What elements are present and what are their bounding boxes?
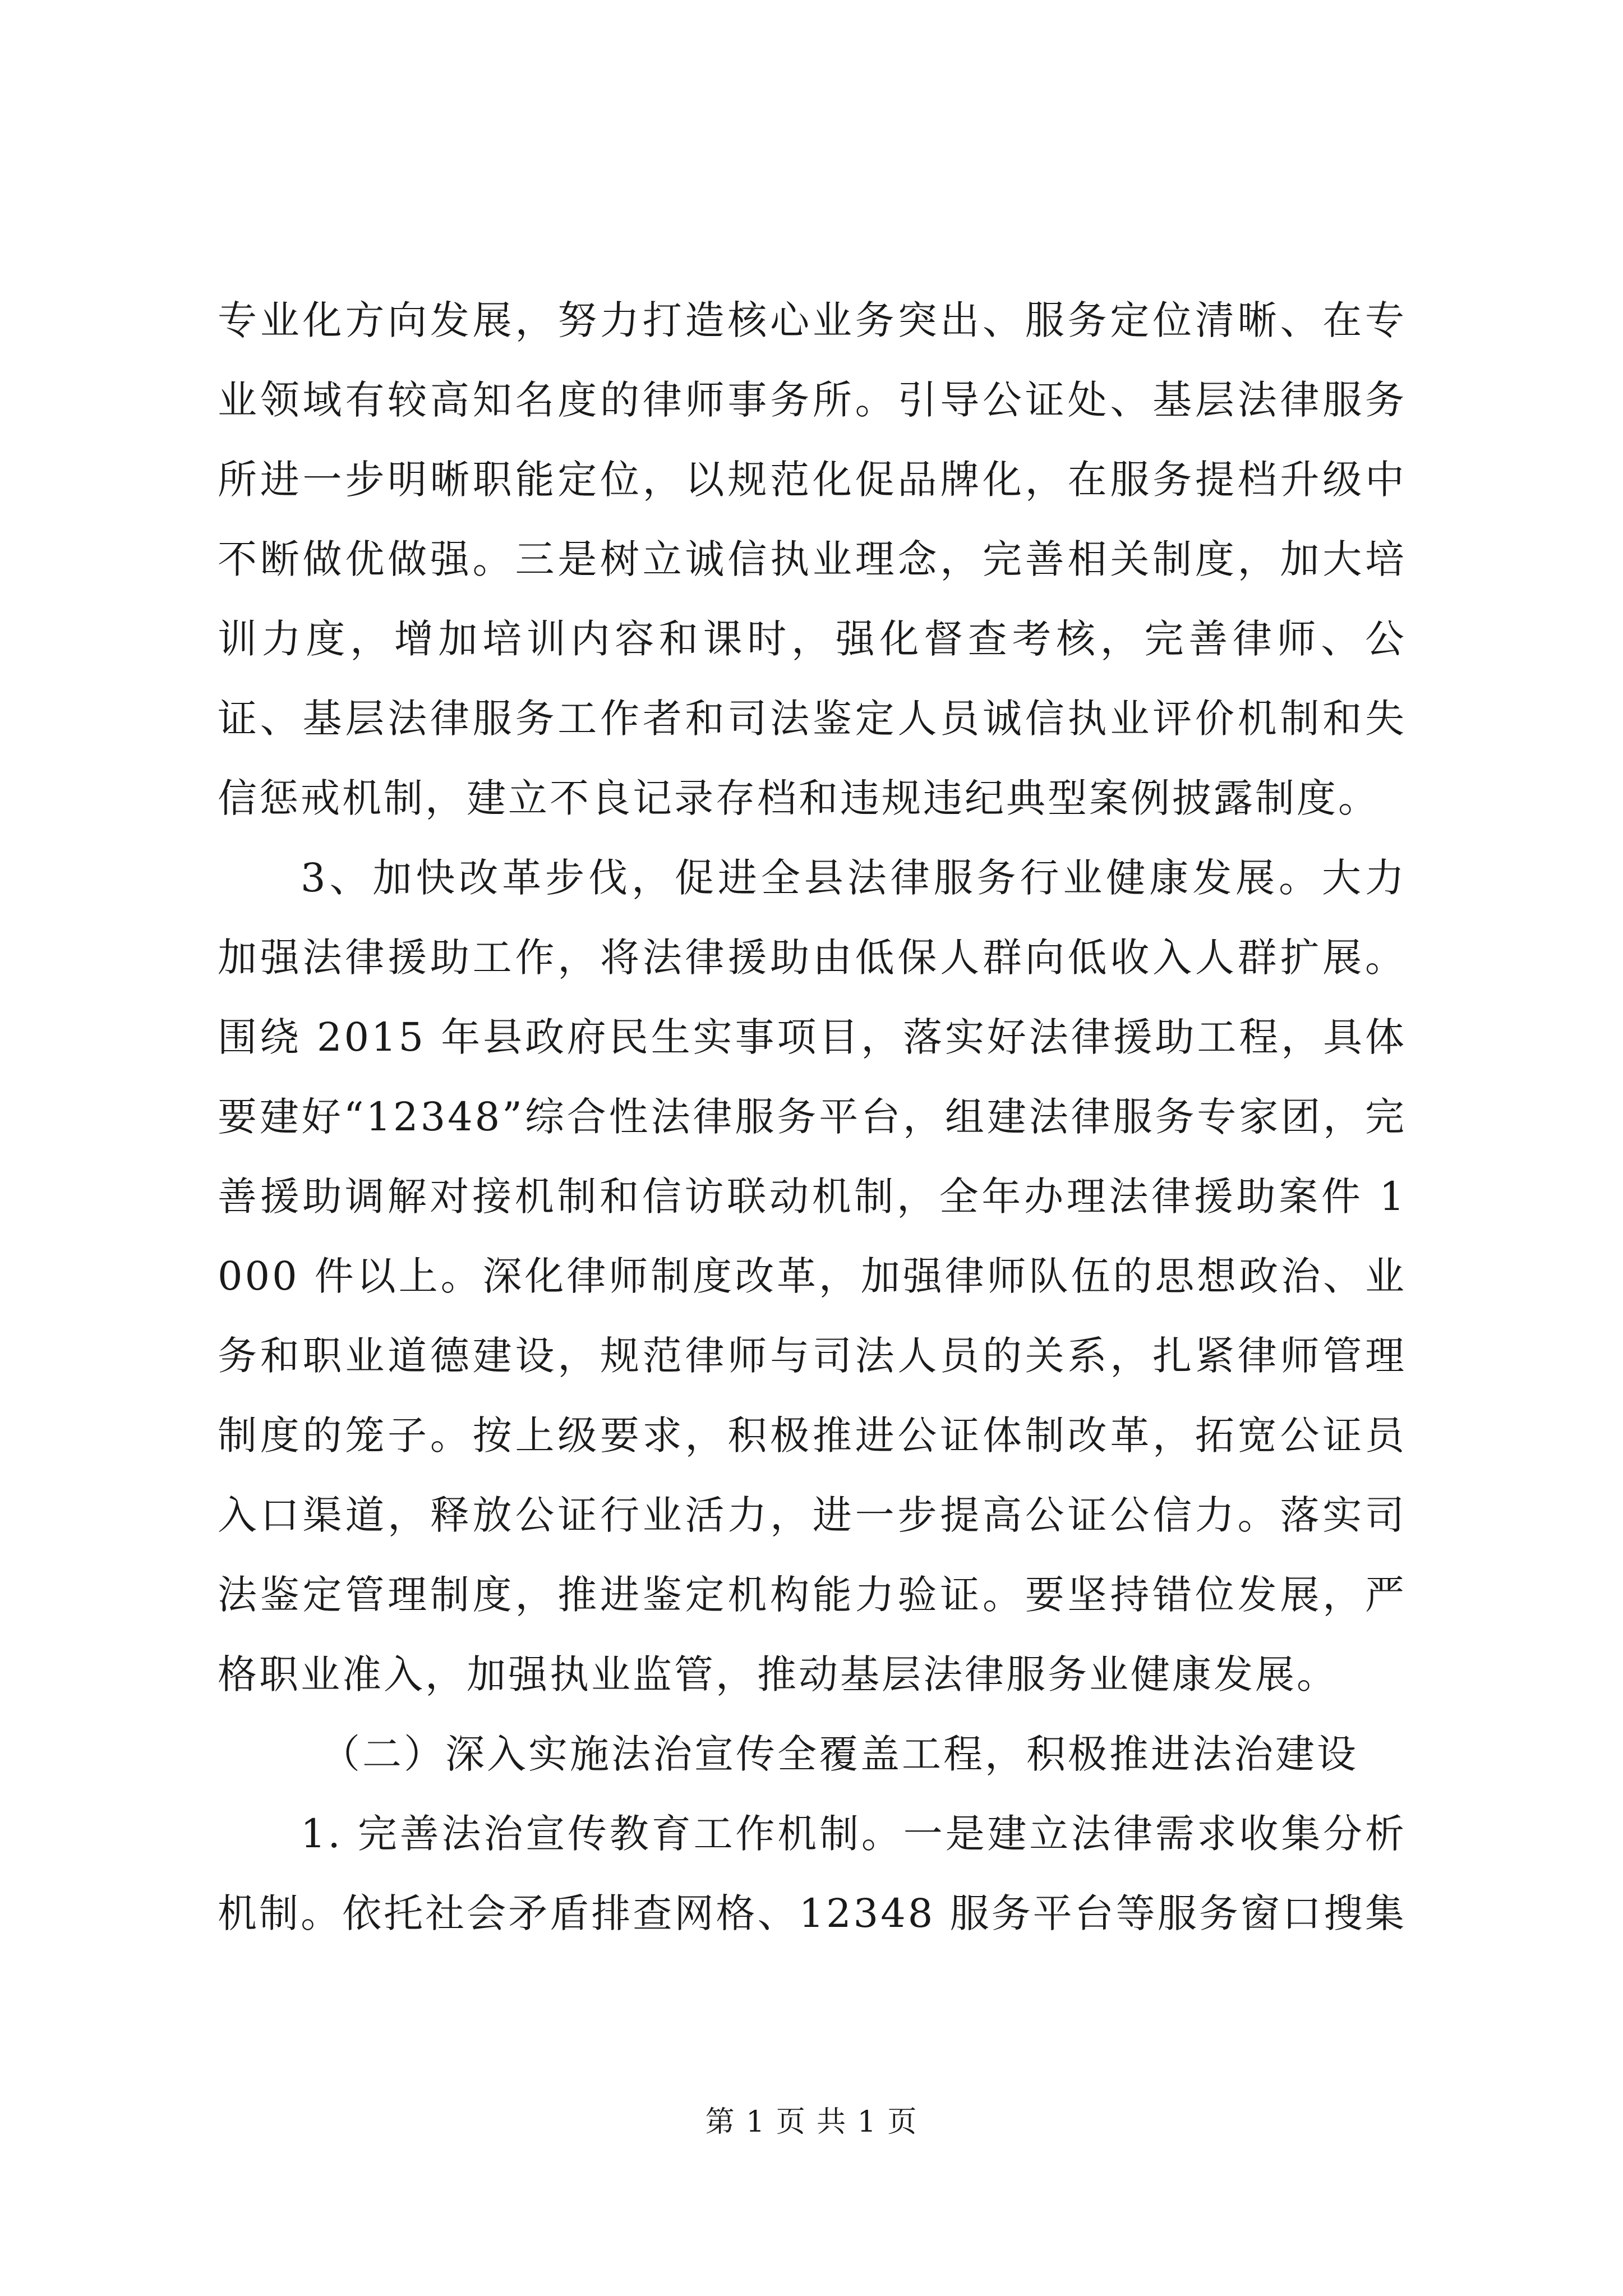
paragraph-continued: 专业化方向发展，努力打造核心业务突出、服务定位清晰、在专业领域有较高知名度的律师事务所。引导公证处、基层法律服务所进一步明晰职能定位，以规范化促品牌化，在服务提档升级中不断做优做强。三是树立诚信执业理念，完善相关制度，加大培训力度，增加培训内容和课时，强化督查考核，完善律师、公证、基层法律服务工作者和司法鉴定人员诚信执业评价机制和失信惩戒机制，建立不良记录存档和违规违纪典型案例披露制度。 bbox=[218, 297, 1407, 821]
section-heading: （二）深入实施法治宣传全覆盖工程，积极推进法治建设 bbox=[321, 1731, 1358, 1777]
page-footer: 第 1 页 共 1 页 bbox=[705, 2105, 918, 2139]
document-body bbox=[218, 280, 1407, 1953]
paragraph-mechanism: 1. 完善法治宣传教育工作机制。一是建立法律需求收集分析机制。依托社会矛盾排查网格、12348 服务平台等服务窗口搜集 bbox=[218, 1811, 1407, 1936]
paragraph-reform: 3、加快改革步伐，促进全县法律服务行业健康发展。大力加强法律援助工作，将法律援助由低保人群向低收入人群扩展。围绕 2015 年县政府民生实事项目，落实好法律援助工程，具体要建好“12348”综合性法律服务平台，组建法律服务专家团，完善援助调解对接机制和信访联动机制，全年办理法律援助案件 1000 件以上。深化律师制度改革，加强律师队伍的思想政治、业务和职业道德建设，规范律师与司法人员的关系，扎紧律师管理制度的笼子。按上级要求，积极推进公证体制改革，拓宽公证员入口渠道，释放公证行业活力，进一步提高公证公信力。落实司法鉴定管理制度，推进鉴定机构能力验证。要坚持错位发展，严格职业准入，加强执业监管，推动基层法律服务业健康发展。 bbox=[218, 855, 1407, 1697]
